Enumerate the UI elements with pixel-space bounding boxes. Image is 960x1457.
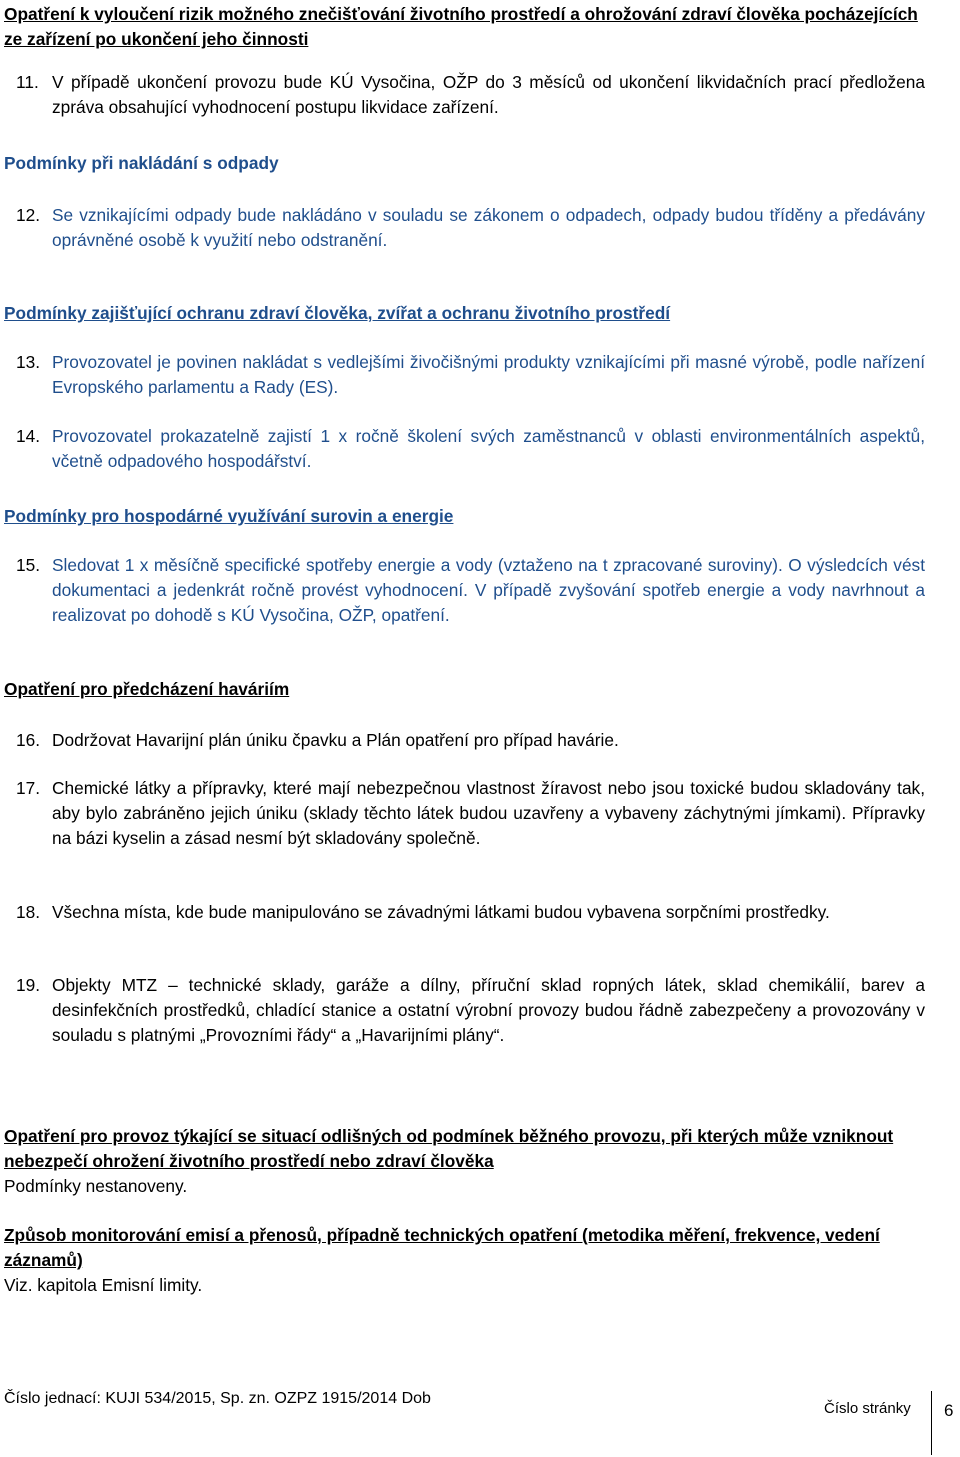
condition-item-11 — [16, 70, 925, 120]
abnormal-operation-text: Podmínky nestanoveny. — [4, 1176, 188, 1196]
item-number: 14. — [16, 426, 41, 446]
item-number: 16. — [16, 730, 41, 750]
item-number: 12. — [16, 205, 41, 225]
condition-item-13 — [16, 350, 925, 400]
condition-item-12 — [16, 203, 925, 253]
section-heading-monitoring: Způsob monitorování emisí a přenosů, případně technických opatření (metodika měření, frekvence, vedení záznamů) — [4, 1225, 880, 1270]
item-text: Chemické látky a přípravky, které mají nebezpečnou vlastnost žíravost nebo jsou toxické budou skladovány tak, aby bylo zabráněno jejich úniku (sklady těchto látek budou uzavřeny a vybaveny záchytnými jímkami). Přípravky na bázi kyselin a zásad nesmí být skladovány společně. — [52, 778, 925, 848]
item-text: Se vznikajícími odpady bude nakládáno v souladu se zákonem o odpadech, odpady budou tříděny a předávány oprávněné osobě k využití nebo odstranění. — [52, 205, 925, 250]
section-heading-closure: Opatření k vyloučení rizik možného znečišťování životního prostředí a ohrožování zdraví člověka pocházejících ze zařízení po ukončení jeho činnosti — [4, 4, 918, 49]
footer-page-number: 6 — [944, 1401, 954, 1420]
item-number: 11. — [16, 72, 39, 92]
section-heading-health: Podmínky zajišťující ochranu zdraví člověka, zvířat a ochranu životního prostředí — [4, 303, 671, 323]
item-text: Sledovat 1 x měsíčně specifické spotřeby energie a vody (vztaženo na t zpracované suroviny). O výsledcích vést dokumentaci a jedenkrát ročně provést vyhodnocení. V případě zvyšování spotřeb energie a vody navrhnout a realizovat po dohodě s KÚ Vysočina, OŽP, opatření. — [52, 555, 925, 625]
item-text: Dodržovat Havarijní plán úniku čpavku a Plán opatření pro případ havárie. — [52, 730, 619, 750]
item-text: Objekty MTZ – technické sklady, garáže a dílny, příruční sklad ropných látek, sklad chemikálií, barev a desinfekčních prostředků, chladící stanice a ostatní výrobní provozy budou řádně zabezpečeny a provozovány v souladu s platnými „Provozními řády“ a „Havarijními plány“. — [52, 975, 925, 1045]
condition-item-18 — [16, 900, 925, 925]
section-heading-accidents: Opatření pro předcházení haváriím — [4, 679, 290, 699]
item-text: Provozovatel je povinen nakládat s vedlejšími živočišnými produkty vznikajícími při masné výrobě, podle nařízení Evropského parlamentu a Rady (ES). — [52, 352, 925, 397]
item-number: 17. — [16, 778, 41, 798]
footer-divider — [931, 1391, 932, 1455]
item-text: Všechna místa, kde bude manipulováno se závadnými látkami budou vybavena sorpčními prostředky. — [52, 902, 830, 922]
section-heading-waste: Podmínky při nakládání s odpady — [4, 153, 279, 173]
monitoring-text: Viz. kapitola Emisní limity. — [4, 1275, 203, 1295]
section-heading-resources: Podmínky pro hospodárné využívání surovin a energie — [4, 506, 454, 526]
section-heading-abnormal-operation: Opatření pro provoz týkající se situací odlišných od podmínek běžného provozu, při kterých může vzniknout nebezpečí ohrožení životního prostředí nebo zdraví člověka — [4, 1126, 894, 1171]
item-number: 13. — [16, 352, 41, 372]
footer-reference: Číslo jednací: KUJI 534/2015, Sp. zn. OZPZ 1915/2014 Dob — [4, 1390, 431, 1407]
condition-item-17 — [16, 776, 925, 851]
condition-item-15 — [16, 553, 925, 628]
item-number: 18. — [16, 902, 41, 922]
item-text: V případě ukončení provozu bude KÚ Vysočina, OŽP do 3 měsíců od ukončení likvidačních prací předložena zpráva obsahující vyhodnocení postupu likvidace zařízení. — [52, 72, 925, 117]
condition-item-19 — [16, 973, 925, 1048]
footer-page-label: Číslo stránky — [824, 1400, 911, 1417]
item-number: 15. — [16, 555, 41, 575]
condition-item-16 — [16, 728, 925, 753]
item-text: Provozovatel prokazatelně zajistí 1 x ročně školení svých zaměstnanců v oblasti environmentálních aspektů, včetně odpadového hospodářství. — [52, 426, 925, 471]
condition-item-14 — [16, 424, 925, 474]
item-number: 19. — [16, 975, 41, 995]
